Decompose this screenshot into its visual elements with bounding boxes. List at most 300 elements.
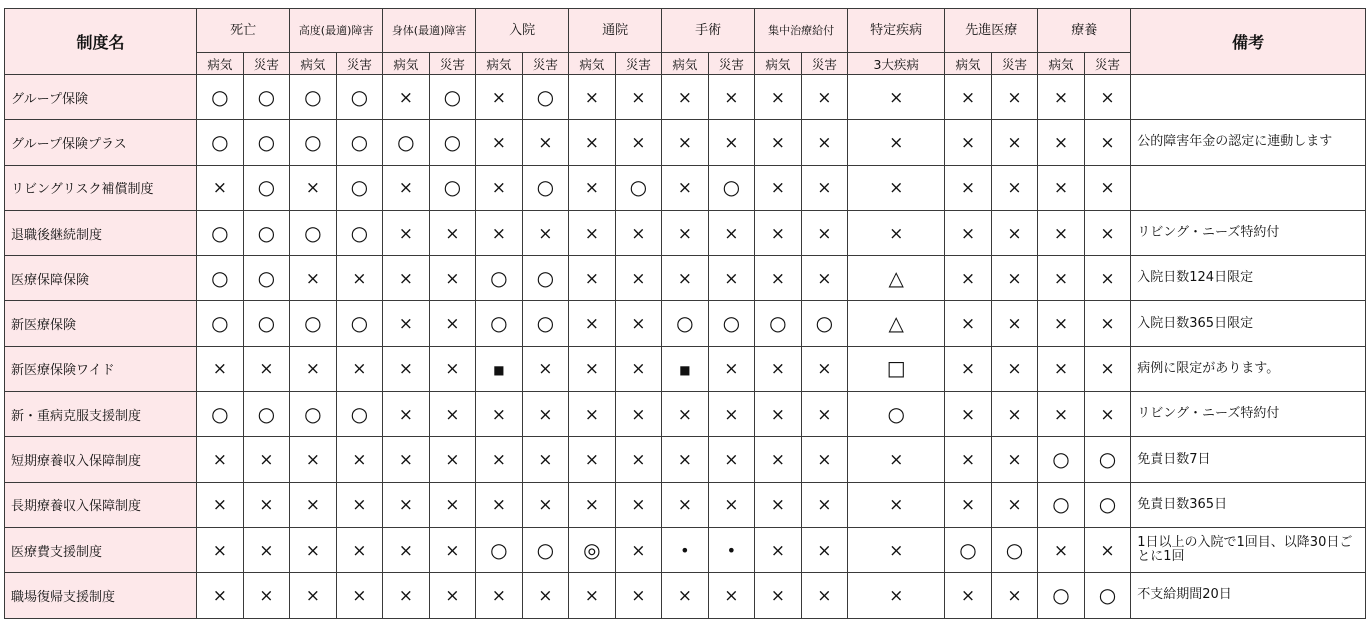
benefit-mark: ×	[724, 132, 739, 153]
mark-cell	[615, 346, 662, 391]
mark-cell	[615, 482, 662, 527]
benefit-mark: ×	[212, 585, 227, 606]
remarks-cell: 免責日数365日	[1131, 482, 1366, 527]
benefit-mark: ×	[889, 540, 904, 561]
mark-cell	[708, 210, 755, 255]
benefit-mark: ×	[491, 87, 506, 108]
table-row	[5, 75, 1366, 120]
mark-cell	[522, 75, 569, 120]
mark-cell	[569, 392, 616, 437]
benefit-mark: ×	[889, 87, 904, 108]
benefit-mark: ○	[211, 129, 229, 154]
benefit-mark: ×	[631, 404, 646, 425]
row-name: 長期療養収入保障制度	[5, 482, 197, 527]
benefit-mark: ×	[724, 268, 739, 289]
table-row	[5, 301, 1366, 346]
row-name: グループ保険	[5, 75, 197, 120]
sub-header: 病気	[290, 53, 337, 75]
benefit-mark: ○	[815, 311, 834, 336]
mark-cell	[662, 301, 709, 346]
mark-cell	[991, 482, 1038, 527]
mark-cell	[1084, 573, 1131, 618]
benefit-mark: ×	[305, 540, 320, 561]
mark-cell	[429, 482, 476, 527]
benefit-mark: ○	[350, 175, 369, 200]
sub-header: 災害	[336, 53, 383, 75]
mark-cell	[848, 210, 945, 255]
mark-cell	[1084, 75, 1131, 120]
benefit-mark: ×	[305, 585, 320, 606]
mark-cell	[522, 573, 569, 618]
mark-cell	[991, 527, 1038, 572]
mark-cell	[476, 165, 523, 210]
mark-cell	[1084, 120, 1131, 165]
mark-cell	[662, 75, 709, 120]
mark-cell	[1038, 165, 1085, 210]
benefit-mark: ○	[629, 175, 648, 200]
benefit-mark: ×	[770, 450, 786, 471]
sub-header: 病気	[1038, 53, 1085, 75]
benefit-mark: ○	[1005, 537, 1024, 562]
mark-cell	[662, 120, 709, 165]
mark-cell	[662, 527, 709, 572]
benefit-mark: ○	[350, 220, 369, 245]
benefit-mark: ○	[1098, 492, 1117, 517]
sub-header: 病気	[755, 53, 802, 75]
benefit-mark: ×	[398, 540, 413, 561]
mark-cell	[243, 346, 290, 391]
mark-cell	[290, 392, 337, 437]
mark-cell	[1084, 392, 1131, 437]
mark-cell	[290, 346, 337, 391]
mark-cell	[522, 437, 569, 482]
mark-cell	[1084, 256, 1131, 301]
mark-cell	[848, 256, 945, 301]
mark-cell	[801, 120, 848, 165]
benefit-mark: ×	[889, 178, 904, 199]
benefit-mark: ×	[677, 495, 693, 516]
mark-cell	[848, 301, 945, 346]
benefit-mark: ×	[770, 223, 786, 244]
mark-cell	[991, 573, 1038, 618]
benefit-mark: ×	[889, 450, 904, 471]
mark-cell	[383, 527, 430, 572]
mark-cell	[383, 165, 430, 210]
mark-cell	[476, 210, 523, 255]
mark-cell	[336, 120, 383, 165]
benefit-mark: ○	[304, 311, 322, 336]
benefit-mark: ×	[491, 404, 506, 425]
remarks-cell: 1日以上の入院で1回目、以降30日ごとに1回	[1131, 527, 1366, 572]
benefit-mark: ×	[445, 450, 460, 471]
mark-cell	[801, 482, 848, 527]
mark-cell	[1084, 210, 1131, 255]
mark-cell	[336, 165, 383, 210]
benefit-mark: ×	[631, 87, 646, 108]
benefit-mark: ○	[350, 129, 369, 154]
mark-cell	[991, 210, 1038, 255]
benefit-mark: ×	[398, 223, 413, 244]
sub-header: 病気	[569, 53, 616, 75]
benefit-mark: ○	[257, 311, 276, 336]
benefit-mark: ○	[304, 401, 322, 426]
benefit-mark: ○	[1052, 447, 1070, 472]
sub-header: 災害	[708, 53, 755, 75]
mark-cell	[755, 392, 802, 437]
mark-cell	[801, 75, 848, 120]
benefit-mark: ○	[887, 401, 905, 426]
mark-cell	[662, 165, 709, 210]
mark-cell	[1084, 301, 1131, 346]
benefit-mark: ○	[350, 401, 369, 426]
benefit-mark: ○	[211, 265, 229, 290]
mark-cell	[243, 301, 290, 346]
mark-cell	[945, 527, 992, 572]
benefit-mark: ×	[538, 223, 553, 244]
benefit-mark: ×	[1007, 314, 1022, 335]
benefit-mark: ○	[769, 311, 787, 336]
mark-cell	[243, 165, 290, 210]
mark-cell	[848, 573, 945, 618]
benefit-mark: ○	[722, 311, 741, 336]
mark-cell	[848, 527, 945, 572]
benefit-mark: ×	[398, 450, 413, 471]
mark-cell	[243, 210, 290, 255]
benefit-mark: ×	[212, 495, 227, 516]
mark-cell	[476, 346, 523, 391]
mark-cell	[1084, 482, 1131, 527]
mark-cell	[243, 392, 290, 437]
remarks-cell: 入院日数124日限定	[1131, 256, 1366, 301]
mark-cell	[336, 210, 383, 255]
sub-header: 病気	[383, 53, 430, 75]
remarks-cell: 免責日数7日	[1131, 437, 1366, 482]
benefit-mark: ○	[257, 175, 276, 200]
mark-cell	[945, 75, 992, 120]
mark-cell	[569, 210, 616, 255]
benefit-mark: △	[888, 311, 904, 336]
mark-cell	[383, 301, 430, 346]
mark-cell	[522, 527, 569, 572]
benefit-mark: ×	[584, 87, 599, 108]
benefit-mark: ×	[398, 359, 413, 380]
mark-cell	[801, 573, 848, 618]
benefit-mark: ×	[584, 178, 599, 199]
benefit-mark: ×	[677, 87, 693, 108]
mark-cell	[801, 165, 848, 210]
benefit-mark: ×	[631, 450, 646, 471]
mark-cell	[290, 482, 337, 527]
benefit-mark: ×	[770, 178, 786, 199]
sub-header: 災害	[429, 53, 476, 75]
benefit-mark: ○	[722, 175, 741, 200]
benefit-mark: ×	[631, 585, 646, 606]
benefit-mark: ×	[960, 359, 976, 380]
benefit-mark: ×	[352, 495, 367, 516]
benefit-mark: ×	[631, 314, 646, 335]
mark-cell	[755, 120, 802, 165]
benefit-mark: ○	[304, 84, 322, 109]
row-name: 医療保障保険	[5, 256, 197, 301]
benefit-mark: ○	[1098, 582, 1117, 607]
mark-cell	[1038, 256, 1085, 301]
benefit-mark: ×	[445, 223, 460, 244]
mark-cell	[801, 301, 848, 346]
mark-cell	[522, 392, 569, 437]
benefit-mark: ○	[304, 220, 322, 245]
benefit-mark: ×	[1007, 223, 1022, 244]
benefit-mark: ×	[631, 540, 646, 561]
remarks-cell: 公的障害年金の認定に連動します	[1131, 120, 1366, 165]
benefit-mark: ×	[1053, 223, 1069, 244]
mark-cell	[848, 120, 945, 165]
benefit-mark: ×	[817, 585, 832, 606]
benefit-mark: ○	[1052, 582, 1070, 607]
mark-cell	[290, 573, 337, 618]
mark-cell	[848, 392, 945, 437]
group-header: 身体(最適)障害	[383, 9, 476, 53]
benefit-mark: ○	[304, 129, 322, 154]
benefit-mark: ×	[677, 223, 693, 244]
benefit-mark: ○	[490, 537, 508, 562]
benefit-mark: ×	[305, 178, 320, 199]
mark-cell	[945, 482, 992, 527]
mark-cell	[522, 346, 569, 391]
mark-cell	[945, 165, 992, 210]
benefit-mark: ×	[259, 495, 274, 516]
benefit-mark: ○	[257, 84, 276, 109]
benefit-mark: ×	[960, 495, 976, 516]
table-row	[5, 437, 1366, 482]
sub-header: 病気	[945, 53, 992, 75]
mark-cell	[197, 301, 244, 346]
mark-cell	[569, 527, 616, 572]
benefit-mark: ×	[770, 404, 786, 425]
benefit-mark: ×	[1053, 132, 1069, 153]
mark-cell	[569, 75, 616, 120]
benefit-mark: ○	[397, 129, 415, 154]
mark-cell	[336, 437, 383, 482]
mark-cell	[429, 527, 476, 572]
benefit-mark: ×	[445, 359, 460, 380]
mark-cell	[522, 301, 569, 346]
benefit-mark: ×	[631, 495, 646, 516]
row-name: 医療費支援制度	[5, 527, 197, 572]
mark-cell	[708, 165, 755, 210]
row-name: 新・重病克服支援制度	[5, 392, 197, 437]
mark-cell	[383, 437, 430, 482]
benefit-mark: ×	[817, 268, 832, 289]
mark-cell	[991, 392, 1038, 437]
benefit-mark: ×	[212, 178, 227, 199]
mark-cell	[336, 482, 383, 527]
mark-cell	[991, 437, 1038, 482]
benefit-mark: ○	[536, 311, 555, 336]
mark-cell	[615, 392, 662, 437]
benefit-mark: ×	[1100, 132, 1115, 153]
benefit-mark: ×	[1100, 87, 1115, 108]
benefit-mark: ×	[259, 450, 274, 471]
mark-cell	[848, 165, 945, 210]
benefit-mark: ×	[1100, 178, 1115, 199]
benefit-mark: ×	[305, 268, 320, 289]
mark-cell	[1038, 210, 1085, 255]
name-column-header: 制度名	[5, 9, 197, 75]
benefit-mark: ×	[398, 87, 413, 108]
benefit-mark: ×	[817, 540, 832, 561]
benefit-mark: ×	[352, 450, 367, 471]
benefit-mark: ×	[305, 359, 320, 380]
benefit-mark: ×	[259, 585, 274, 606]
benefit-mark: ×	[584, 314, 599, 335]
header-row-groups	[5, 9, 1366, 53]
mark-cell	[383, 256, 430, 301]
benefit-mark: ×	[1053, 314, 1069, 335]
benefit-mark: ×	[889, 223, 904, 244]
mark-cell	[522, 482, 569, 527]
mark-cell	[197, 437, 244, 482]
benefit-mark: ×	[770, 132, 786, 153]
mark-cell	[662, 573, 709, 618]
mark-cell	[708, 256, 755, 301]
table-row	[5, 392, 1366, 437]
mark-cell	[755, 301, 802, 346]
remarks-cell	[1131, 75, 1366, 120]
benefit-mark: ×	[724, 450, 739, 471]
mark-cell	[429, 120, 476, 165]
benefit-mark: ×	[398, 268, 413, 289]
benefit-mark: ×	[259, 540, 274, 561]
benefit-mark: ×	[491, 495, 506, 516]
benefit-mark: ×	[889, 495, 904, 516]
benefit-mark: ×	[960, 314, 976, 335]
benefit-mark: ×	[1007, 359, 1022, 380]
benefit-mark: ○	[350, 84, 369, 109]
benefit-mark: ×	[445, 314, 460, 335]
mark-cell	[197, 120, 244, 165]
mark-cell	[755, 437, 802, 482]
remarks-cell	[1131, 165, 1366, 210]
mark-cell	[476, 482, 523, 527]
benefit-mark: ×	[212, 359, 227, 380]
mark-cell	[708, 573, 755, 618]
benefit-mark: ×	[724, 404, 739, 425]
mark-cell	[476, 256, 523, 301]
benefit-mark: ○	[257, 401, 276, 426]
mark-cell	[991, 75, 1038, 120]
benefit-mark: ×	[1053, 87, 1069, 108]
benefit-mark: ×	[352, 359, 367, 380]
mark-cell	[336, 75, 383, 120]
mark-cell	[615, 527, 662, 572]
mark-cell	[243, 527, 290, 572]
mark-cell	[569, 346, 616, 391]
mark-cell	[662, 346, 709, 391]
benefit-mark: ×	[770, 268, 786, 289]
mark-cell	[383, 482, 430, 527]
benefit-mark: ×	[491, 585, 506, 606]
benefit-mark: ×	[1053, 268, 1069, 289]
mark-cell	[197, 210, 244, 255]
mark-cell	[755, 256, 802, 301]
mark-cell	[945, 346, 992, 391]
remarks-column-header: 備考	[1131, 9, 1366, 75]
mark-cell	[662, 256, 709, 301]
mark-cell	[290, 301, 337, 346]
benefit-mark: ×	[889, 585, 904, 606]
benefit-mark: ×	[305, 450, 320, 471]
row-name: 職場復帰支援制度	[5, 573, 197, 618]
mark-cell	[383, 75, 430, 120]
row-name: 退職後継続制度	[5, 210, 197, 255]
mark-cell	[848, 482, 945, 527]
benefit-mark: ○	[536, 175, 555, 200]
benefit-mark: ×	[960, 404, 976, 425]
mark-cell	[708, 301, 755, 346]
benefit-mark: ×	[1007, 495, 1022, 516]
benefit-mark: ×	[538, 404, 553, 425]
table-row	[5, 120, 1366, 165]
benefit-mark: ×	[724, 87, 739, 108]
mark-cell	[569, 301, 616, 346]
mark-cell	[991, 301, 1038, 346]
mark-cell	[290, 210, 337, 255]
benefit-mark: ×	[817, 132, 832, 153]
benefit-mark: ○	[1098, 447, 1117, 472]
row-name: 新医療保険ワイド	[5, 346, 197, 391]
mark-cell	[429, 75, 476, 120]
benefit-mark: ×	[1100, 404, 1115, 425]
benefit-mark: △	[888, 265, 904, 290]
mark-cell	[755, 75, 802, 120]
sub-header: 災害	[243, 53, 290, 75]
mark-cell	[290, 120, 337, 165]
benefit-mark: ×	[584, 404, 599, 425]
remarks-cell: 不支給期間20日	[1131, 573, 1366, 618]
mark-cell	[429, 437, 476, 482]
benefit-mark: ○	[536, 537, 555, 562]
group-header: 特定疾病	[848, 9, 945, 53]
benefit-mark: ○	[211, 220, 229, 245]
benefit-mark: ×	[445, 404, 460, 425]
remarks-cell: リビング・ニーズ特約付	[1131, 392, 1366, 437]
benefit-mark: ×	[960, 223, 976, 244]
mark-cell	[755, 482, 802, 527]
benefit-mark: ×	[491, 178, 506, 199]
mark-cell	[615, 210, 662, 255]
mark-cell	[662, 482, 709, 527]
mark-cell	[290, 75, 337, 120]
mark-cell	[755, 165, 802, 210]
mark-cell	[662, 392, 709, 437]
mark-cell	[615, 301, 662, 346]
group-header: 死亡	[197, 9, 290, 53]
benefit-mark: ×	[259, 359, 274, 380]
benefit-mark: ◎	[583, 537, 601, 562]
benefit-mark: ○	[211, 401, 229, 426]
benefit-mark: ×	[817, 223, 832, 244]
mark-cell	[1084, 346, 1131, 391]
table-row	[5, 210, 1366, 255]
benefit-mark: ×	[1053, 540, 1069, 561]
benefit-mark: ○	[959, 537, 977, 562]
table-row	[5, 527, 1366, 572]
mark-cell	[429, 301, 476, 346]
benefit-mark: ×	[538, 450, 553, 471]
benefit-mark: ×	[817, 359, 832, 380]
mark-cell	[522, 120, 569, 165]
benefit-mark: ○	[257, 129, 276, 154]
